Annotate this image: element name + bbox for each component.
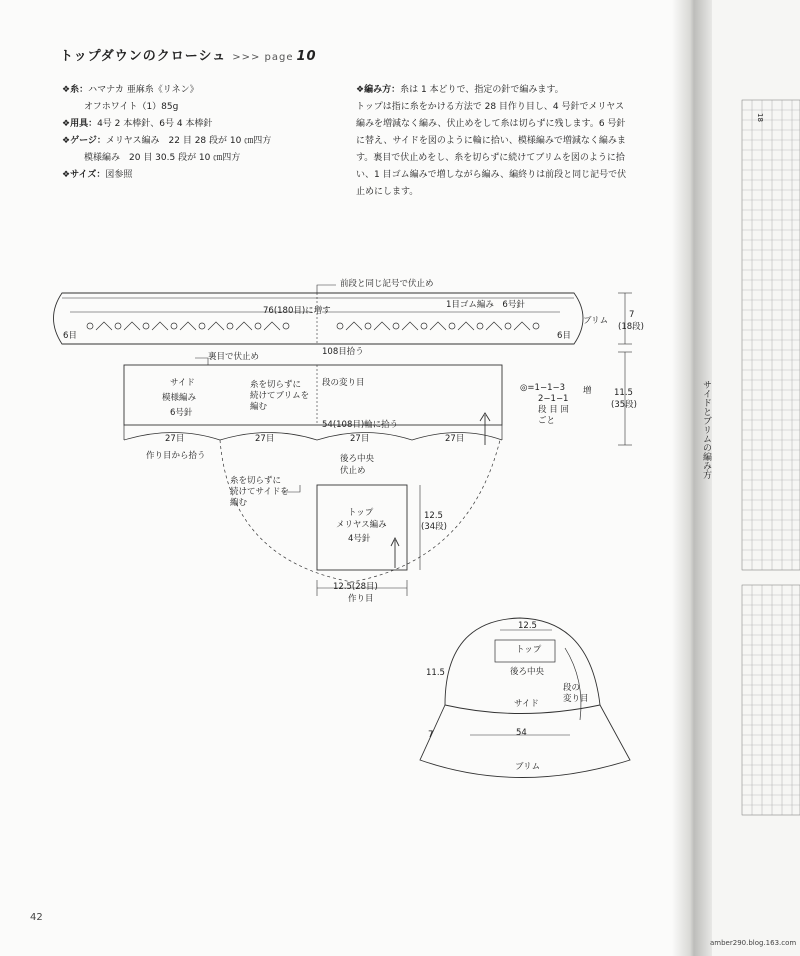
segment-4: 27目 (445, 434, 465, 444)
method-line-5: す。裏目で伏止めをし、糸を切らずに続けてブリムを図のように拾 (356, 153, 625, 163)
pattern-label: 模様編み (162, 393, 197, 403)
method-line-7: 止めにします。 (356, 187, 419, 197)
hat-top-label: トップ (516, 645, 542, 655)
segment-2: 27目 (255, 434, 275, 444)
from-cast-label: 作り目から拾う (146, 451, 206, 461)
method-line-6: い、1 目ゴム編みで増しながら編み、編終りは前段と同じ記号で伏 (356, 170, 627, 180)
method-label: ❖編み方： (356, 85, 401, 95)
chart-grid (742, 100, 800, 815)
stockinette-label: メリヤス編み (336, 520, 387, 530)
page-number: 42 (30, 912, 43, 923)
gauge-label: ❖ゲージ： (62, 136, 106, 146)
brim-increase-label: 76(180目)に増す (263, 306, 331, 316)
cast-on-label: 作り目 (348, 594, 374, 604)
hat-brim-height: 7 (428, 730, 434, 740)
row-change-label: 段の変り目 (322, 378, 365, 388)
hat-row-change-1: 段の (563, 683, 581, 693)
needle-4-label: 4号針 (348, 534, 371, 544)
tools-value: 4号 2 本棒針、6号 4 本棒針 (97, 119, 213, 129)
side-label: サイド (170, 378, 195, 388)
tools-label: ❖用具： (62, 119, 98, 129)
method-line-2: トップは指に糸をかける方法で 28 目作り目し、4 号針でメリヤス (356, 102, 625, 112)
six-stitch-right: 6目 (557, 331, 571, 341)
size-label: ❖サイズ： (62, 170, 106, 180)
six-stitch-left: 6目 (63, 331, 77, 341)
hat-side-label: サイド (514, 699, 539, 709)
purl-bind-label: 裏目で伏止め (208, 352, 260, 362)
title-text: トップダウンのクローシュ (60, 49, 227, 64)
hat-circumference: 54 (516, 728, 527, 738)
right-page-title: サイドとブリムの編み方 (701, 380, 711, 479)
cont-brim-1: 糸を切らずに (250, 380, 302, 390)
bind-off-label: 伏止め (340, 466, 366, 476)
inc-key-3: 段 目 回 (538, 405, 569, 415)
back-center-label: 後ろ中央 (340, 454, 375, 464)
segment-1: 27目 (165, 434, 185, 444)
hat-row-change-2: 変り目 (563, 694, 589, 704)
gauge-value-2: 模様編み 20 目 30.5 段が 10 ㎝四方 (84, 153, 241, 163)
inc-key-2: 2−1−1 (538, 394, 569, 404)
side-height: 11.5 (614, 388, 633, 398)
top-height: 12.5 (424, 511, 443, 521)
needle-6-label: 6号針 (170, 408, 193, 418)
pick-108-label: 108目拾う (322, 347, 364, 357)
grid-number: 18 (756, 113, 764, 122)
bind-off-top-label: 前段と同じ記号で伏止め (340, 279, 434, 289)
top-label: トップ (348, 508, 374, 518)
yarn-label: ❖糸： (62, 85, 89, 95)
rib-label: 1目ゴム編み 6号針 (446, 300, 525, 310)
method-line-3: 編みを増減なく編み、伏止めをして糸は切らずに残します。6 号針 (356, 119, 626, 129)
hat-back-center: 後ろ中央 (510, 667, 545, 677)
yarn-color: オフホワイト（1）85g (84, 102, 179, 112)
cont-side-2: 続けてサイドを (230, 487, 289, 497)
page-ref: >>> page (232, 52, 294, 63)
method-line-4: に替え、サイドを図のように輪に拾い、模様編みで増減なく編みま (356, 136, 626, 146)
watermark: amber290.blog.163.com (710, 939, 797, 947)
cont-brim-2: 続けてブリムを (250, 391, 310, 401)
increase-word: 増 (583, 386, 592, 396)
gauge-value-1: メリヤス編み 22 目 28 段が 10 ㎝四方 (105, 136, 272, 146)
chart-grid-lines (752, 100, 792, 815)
top-width: 12.5(28目) (333, 582, 378, 592)
inc-key-4: ごと (538, 416, 556, 426)
cont-side-3: 編む (230, 498, 248, 508)
page-ref-number: 10 (296, 49, 317, 64)
brim-rows: (18段) (618, 322, 644, 332)
inc-key-1: ◎=1−1−3 (520, 383, 566, 393)
brim-height: 7 (629, 310, 635, 320)
segment-3: 27目 (350, 434, 370, 444)
method-line-1: 糸は 1 本どりで、指定の針で編みます。 (400, 85, 564, 95)
round-pick-label: 54(108目)輪に拾う (322, 420, 399, 430)
stitch-motifs (87, 322, 539, 330)
yarn-value: ハマナカ 亜麻糸《リネン》 (88, 85, 199, 95)
size-value: 図参照 (105, 170, 133, 180)
hat-side-height: 11.5 (426, 668, 445, 678)
hat-top-width: 12.5 (518, 621, 537, 631)
hat-brim-label: ブリム (515, 762, 541, 772)
side-rows: (35段) (611, 400, 637, 410)
brim-label: ブリム (583, 316, 609, 326)
cont-brim-3: 編む (250, 402, 268, 412)
cont-side-1: 糸を切らずに (230, 476, 282, 486)
top-rows: (34段) (421, 522, 447, 532)
